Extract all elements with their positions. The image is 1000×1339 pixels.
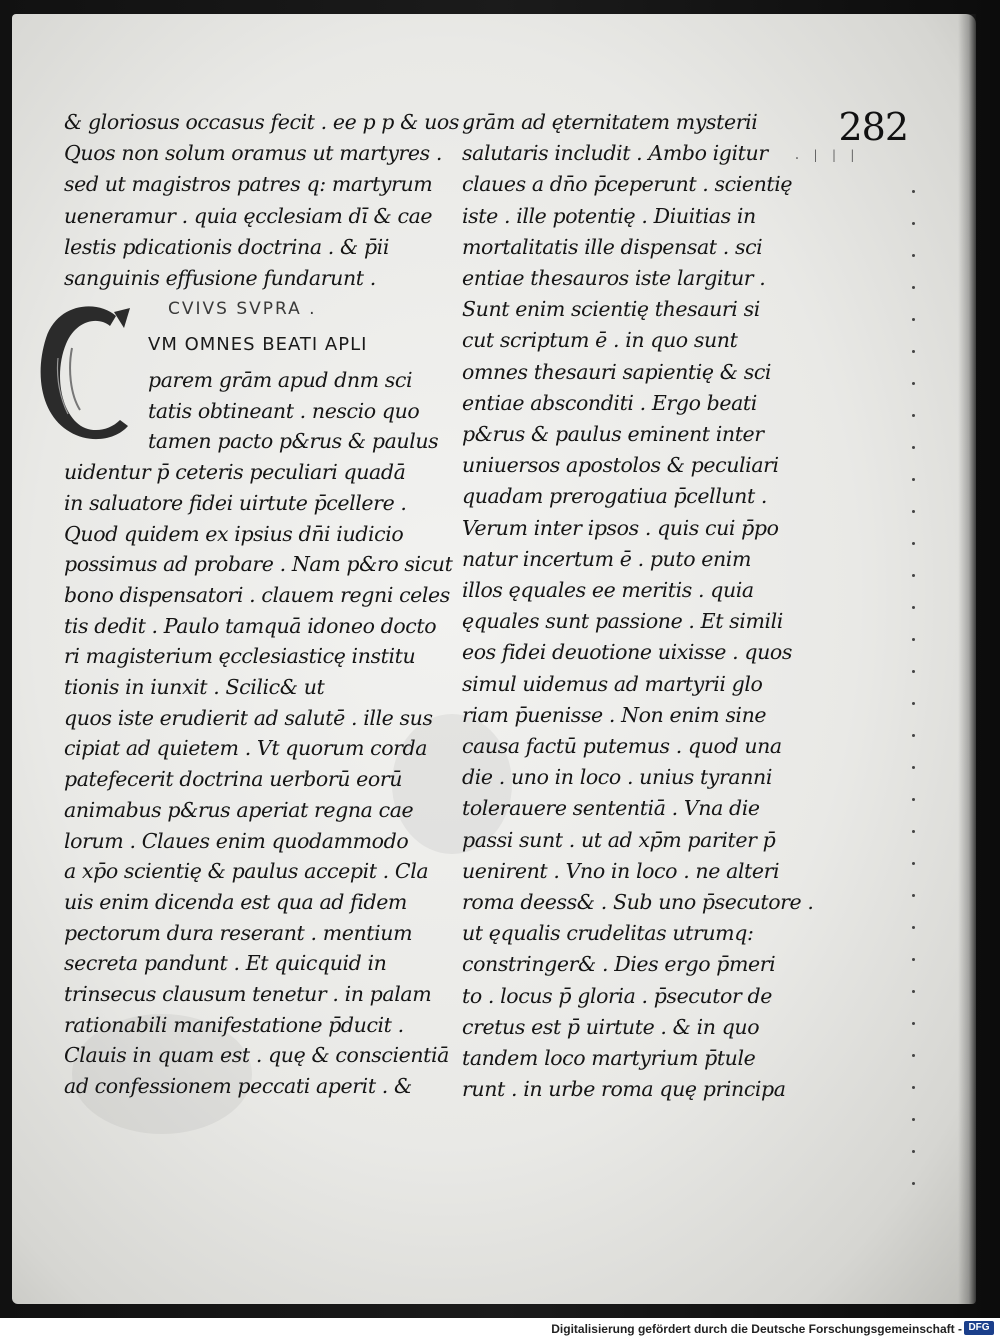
manuscript-line: uenirent . Vno in loco . ne alteri <box>462 858 780 883</box>
manuscript-line: & gloriosus occasus fecit . ee p p & uos . <box>64 110 472 134</box>
manuscript-line: Quos non solum oramus ut martyres . <box>64 141 442 166</box>
digitization-credit: Digitalisierung gefördert durch die Deutsche Forschungsgemeinschaft - <box>551 1322 962 1336</box>
manuscript-line: causa factū putemus . quod una <box>462 734 782 758</box>
manuscript-line: Quod quidem ex ipsius dn̄i iudicio <box>64 521 404 546</box>
manuscript-line: iste . ille potentię . Diuitias in <box>462 203 756 228</box>
manuscript-line: salutaris includit . Ambo igitur <box>462 141 768 166</box>
pricking-hole <box>912 414 915 417</box>
manuscript-line: omnes thesauri sapientię & sci <box>462 359 772 384</box>
manuscript-line: trinsecus clausum tenetur . in palam <box>64 982 432 1006</box>
manuscript-line: parem grām apud dnm sci <box>148 368 413 392</box>
pricking-hole <box>912 1086 915 1089</box>
manuscript-line: simul uidemus ad martyrii glo <box>462 671 763 696</box>
pricking-hole <box>912 702 915 705</box>
manuscript-line: uidentur p̄ ceteris peculiari quadā <box>64 460 406 485</box>
manuscript-line: grām ad ęternitatem mysterii <box>462 110 758 134</box>
manuscript-line: animabus p&rus aperiat regna cae <box>64 797 414 822</box>
pricking-hole <box>912 286 915 289</box>
manuscript-line: tis dedit . Paulo tamquā idoneo docto <box>64 613 437 638</box>
pricking-hole <box>912 1150 915 1153</box>
pricking-hole <box>912 542 915 545</box>
folio-number: 282 <box>838 105 908 149</box>
pricking-hole <box>912 382 915 385</box>
pricking-hole <box>912 798 915 801</box>
dfg-logo-icon: DFG <box>964 1321 994 1335</box>
pricking-hole <box>912 254 915 257</box>
manuscript-line: lestis pdicationis doctrina . & p̄ii <box>64 234 389 259</box>
manuscript-line: entiae thesauros iste largitur . <box>462 266 766 290</box>
pricking-hole <box>912 830 915 833</box>
pricking-hole <box>912 894 915 897</box>
pricking-hole <box>912 1182 915 1185</box>
manuscript-line: quadam prerogatiua p̄cellunt . <box>462 484 768 509</box>
manuscript-line: passi sunt . ut ad xp̄m pariter p̄ <box>462 827 776 852</box>
manuscript-line: roma deess& . Sub uno p̄secutore . <box>462 890 814 914</box>
manuscript-line: ad confessionem peccati aperit . & <box>64 1074 412 1099</box>
pricking-hole <box>912 1022 915 1025</box>
manuscript-line: runt . in urbe roma quę principa <box>462 1077 786 1102</box>
pricking-hole <box>912 606 915 609</box>
rubric-heading: CVIVS SVPRA . <box>168 299 317 319</box>
manuscript-line: patefecerit doctrina uerborū eorū <box>64 767 403 792</box>
manuscript-line: Clauis in quam est . quę & conscientiā <box>64 1043 449 1068</box>
pricking-hole <box>912 638 915 641</box>
manuscript-line: to . locus p̄ gloria . p̄secutor de <box>462 983 772 1008</box>
manuscript-line: tolerauere sententiā . Vna die <box>462 796 760 821</box>
manuscript-line: pectorum dura reserant . mentium <box>64 920 413 945</box>
pricking-hole <box>912 478 915 481</box>
manuscript-line: tatis obtineant . nescio quo <box>148 398 420 423</box>
manuscript-line: ueneramur . quia ęcclesiam dī & cae <box>64 203 433 228</box>
decorated-initial-icon <box>28 298 138 448</box>
manuscript-line: cipiat ad quietem . Vt quorum corda <box>64 736 428 761</box>
pricking-hole <box>912 1118 915 1121</box>
pricking-hole <box>912 862 915 865</box>
pricking-hole <box>912 350 915 353</box>
manuscript-line: riam p̄uenisse . Non enim sine <box>462 702 767 727</box>
manuscript-line: constringer& . Dies ergo p̄meri <box>462 952 776 977</box>
manuscript-line: ęquales sunt passione . Et simili <box>462 609 783 634</box>
manuscript-line: uniuersos apostolos & peculiari <box>462 453 779 478</box>
pricking-hole <box>912 510 915 513</box>
manuscript-line: uis enim dicenda est qua ad fidem <box>64 889 407 914</box>
pricking-hole <box>912 318 915 321</box>
pricking-hole <box>912 766 915 769</box>
manuscript-line: claues a dn̄o p̄ceperunt . scientię <box>462 172 793 197</box>
manuscript-line: tandem loco martyrium p̄tule <box>462 1046 756 1070</box>
leaf-edge-shadow <box>958 14 976 1304</box>
manuscript-line: tionis in iunxit . Scilic& ut <box>64 675 325 699</box>
manuscript-line: tamen pacto p&rus & paulus <box>148 429 439 454</box>
manuscript-line: cut scriptum ē . in quo sunt <box>462 328 738 353</box>
pricking-hole <box>912 574 915 577</box>
manuscript-line: in saluatore fidei uirtute p̄cellere . <box>64 490 407 515</box>
manuscript-line: lorum . Claues enim quodammodo <box>64 828 409 853</box>
manuscript-line: entiae absconditi . Ergo beati <box>462 390 757 415</box>
opening-capitals-line: VM OMNES BEATI APLI <box>148 334 368 355</box>
manuscript-line: natur incertum ē . puto enim <box>462 546 751 571</box>
pricking-hole <box>912 446 915 449</box>
manuscript-line: die . uno in loco . unius tyranni <box>462 765 772 790</box>
pricking-hole <box>912 190 915 193</box>
manuscript-line: Verum inter ipsos . quis cui p̄po <box>462 515 779 540</box>
manuscript-line: sed ut magistros patres q: martyrum <box>64 172 433 197</box>
pricking-hole <box>912 734 915 737</box>
manuscript-line: cretus est p̄ uirtute . & in quo <box>462 1014 760 1039</box>
folio-marks: . | | | <box>793 148 858 162</box>
pricking-hole <box>912 958 915 961</box>
manuscript-line: rationabili manifestatione p̄ducit . <box>64 1012 404 1037</box>
manuscript-line: illos ęquales ee meritis . quia <box>462 578 754 602</box>
pricking-hole <box>912 990 915 993</box>
pricking-hole <box>912 926 915 929</box>
manuscript-line: ut ęqualis crudelitas utrumq: <box>462 921 754 946</box>
manuscript-line: secreta pandunt . Et quicquid in <box>64 951 387 976</box>
manuscript-line: Sunt enim scientię thesauri si <box>462 297 760 322</box>
manuscript-line: quos iste erudierit ad salutē . ille sus <box>64 705 433 730</box>
manuscript-line: sanguinis effusione fundarunt . <box>64 266 376 290</box>
manuscript-line: eos fidei deuotione uixisse . quos <box>462 640 792 665</box>
manuscript-line: p&rus & paulus eminent inter <box>462 422 764 446</box>
manuscript-line: ri magisterium ęcclesiasticę institu <box>64 644 416 669</box>
pricking-hole <box>912 670 915 673</box>
manuscript-line: possimus ad probare . Nam p&ro sicut <box>64 552 453 577</box>
initial-letter-hidden: C <box>76 380 84 391</box>
manuscript-line: bono dispensatori . clauem regni celes <box>64 582 450 607</box>
manuscript-line: a xp̄o scientię & paulus accepit . Cla <box>64 859 429 884</box>
pricking-hole <box>912 222 915 225</box>
pricking-hole <box>912 1054 915 1057</box>
manuscript-line: mortalitatis ille dispensat . sci <box>462 234 763 259</box>
